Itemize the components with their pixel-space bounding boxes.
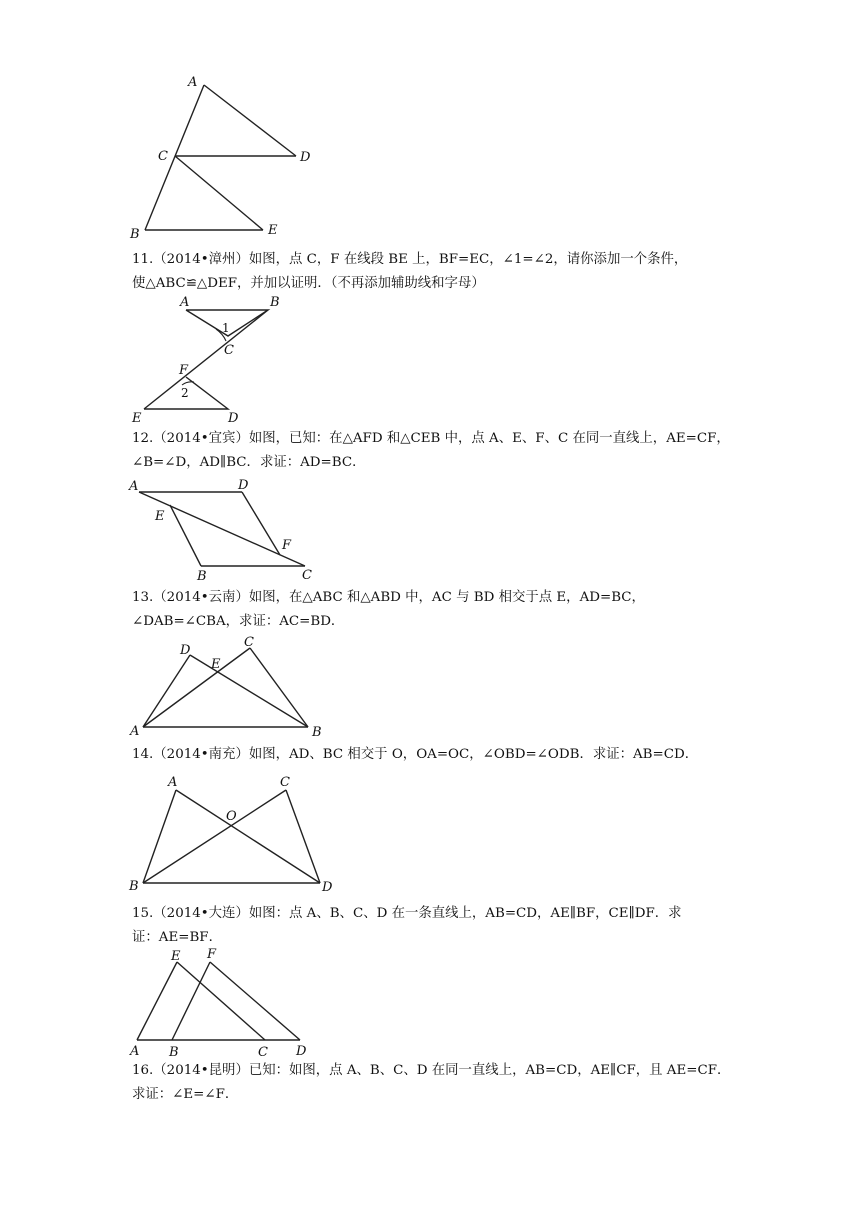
label-f: F bbox=[207, 947, 217, 962]
label-a: A bbox=[130, 724, 140, 739]
segment-eb bbox=[170, 505, 201, 566]
label-d: D bbox=[238, 478, 249, 493]
label-1: 1 bbox=[222, 321, 230, 335]
label-o: O bbox=[226, 809, 237, 824]
segment-fd bbox=[210, 962, 300, 1040]
problem-16-line1: 16.（2014•昆明）已知：如图，点 A、B、C、D 在同一直线上，AB=CD，AE∥CF，且 AE=CF． bbox=[132, 1063, 731, 1078]
label-e: E bbox=[132, 411, 142, 426]
label-b: B bbox=[270, 295, 280, 310]
label-e: E bbox=[211, 657, 221, 672]
label-b: B bbox=[169, 1045, 179, 1060]
problem-16-text bbox=[132, 1059, 732, 1107]
problem-11-line1: 11.（2014•漳州）如图，点 C，F 在线段 BE 上，BF=EC，∠1=∠2，请你添加一个条件， bbox=[132, 252, 688, 267]
label-e: E bbox=[171, 949, 181, 964]
label-d: D bbox=[322, 880, 333, 895]
problem-15-line2: 证：AE=BF． bbox=[132, 930, 222, 945]
segment-bc bbox=[143, 790, 286, 883]
label-c: C bbox=[224, 343, 234, 358]
problem-13-text bbox=[132, 586, 732, 634]
problem-12-line2: ∠B=∠D，AD∥BC．求证：AD=BC． bbox=[132, 455, 366, 470]
label-a: A bbox=[130, 1044, 140, 1059]
label-a: A bbox=[180, 295, 190, 310]
problem-12-text bbox=[132, 427, 732, 475]
problem-16-line2: 求证：∠E=∠F． bbox=[132, 1087, 239, 1102]
problem-11-text bbox=[132, 248, 732, 296]
figure-10 bbox=[120, 70, 330, 245]
figure-12 bbox=[120, 475, 330, 585]
segment-ab bbox=[145, 85, 204, 230]
label-c: C bbox=[302, 568, 312, 583]
figure-11 bbox=[120, 292, 290, 427]
figure-13 bbox=[120, 632, 330, 742]
problem-15-text bbox=[132, 902, 732, 950]
problem-11-line2: 使△ABC≌△DEF，并加以证明．（不再添加辅助线和字母） bbox=[132, 276, 485, 291]
label-e: E bbox=[155, 509, 165, 524]
label-c: C bbox=[258, 1045, 268, 1060]
label-b: B bbox=[130, 227, 140, 242]
label-b: B bbox=[129, 879, 139, 894]
problem-15-line1: 15.（2014•大连）如图：点 A、B、C、D 在一条直线上，AB=CD，AE∥BF，CE∥DF．求 bbox=[132, 906, 682, 921]
label-d: D bbox=[296, 1044, 307, 1059]
label-c: C bbox=[280, 775, 290, 790]
label-f: F bbox=[179, 363, 189, 378]
label-a: A bbox=[188, 75, 198, 90]
figure-14 bbox=[120, 770, 340, 895]
segment-db bbox=[190, 655, 308, 727]
problem-14-line1: 14.（2014•南充）如图，AD、BC 相交于 O，OA=OC，∠OBD=∠ODB．求证：AB=CD． bbox=[132, 747, 699, 762]
problem-14-text bbox=[132, 743, 732, 767]
problem-13-line1: 13.（2014•云南）如图，在△ABC 和△ABD 中，AC 与 BD 相交于点 E，AD=BC， bbox=[132, 590, 645, 605]
figure-15 bbox=[120, 945, 320, 1060]
label-e: E bbox=[268, 223, 278, 238]
segment-ad bbox=[204, 85, 296, 156]
segment-ec bbox=[177, 962, 265, 1040]
problem-12-line1: 12.（2014•宜宾）如图，已知：在△AFD 和△CEB 中，点 A、E、F、C 在同一直线上，AE=CF， bbox=[132, 431, 730, 446]
segment-cd bbox=[286, 790, 320, 883]
label-f: F bbox=[282, 538, 292, 553]
label-c: C bbox=[244, 635, 254, 650]
segment-df bbox=[242, 492, 280, 555]
segment-be bbox=[144, 310, 268, 409]
segment-ac bbox=[143, 648, 250, 727]
segment-ad bbox=[176, 790, 320, 883]
segment-ab bbox=[143, 790, 176, 883]
label-b: B bbox=[197, 569, 207, 584]
segment-ac bbox=[139, 492, 305, 566]
segment-ad bbox=[143, 655, 190, 727]
label-a: A bbox=[129, 479, 139, 494]
angle-2-arc bbox=[182, 382, 194, 385]
problem-13-line2: ∠DAB=∠CBA，求证：AC=BD． bbox=[132, 614, 345, 629]
segment-cb bbox=[250, 648, 308, 727]
label-b: B bbox=[312, 725, 322, 740]
segment-ce bbox=[175, 156, 263, 230]
label-c: C bbox=[158, 149, 168, 164]
label-d: D bbox=[180, 643, 191, 658]
label-d: D bbox=[228, 411, 239, 426]
label-a: A bbox=[168, 775, 178, 790]
segment-ae bbox=[137, 962, 177, 1040]
label-2: 2 bbox=[181, 386, 189, 400]
label-d: D bbox=[300, 150, 311, 165]
